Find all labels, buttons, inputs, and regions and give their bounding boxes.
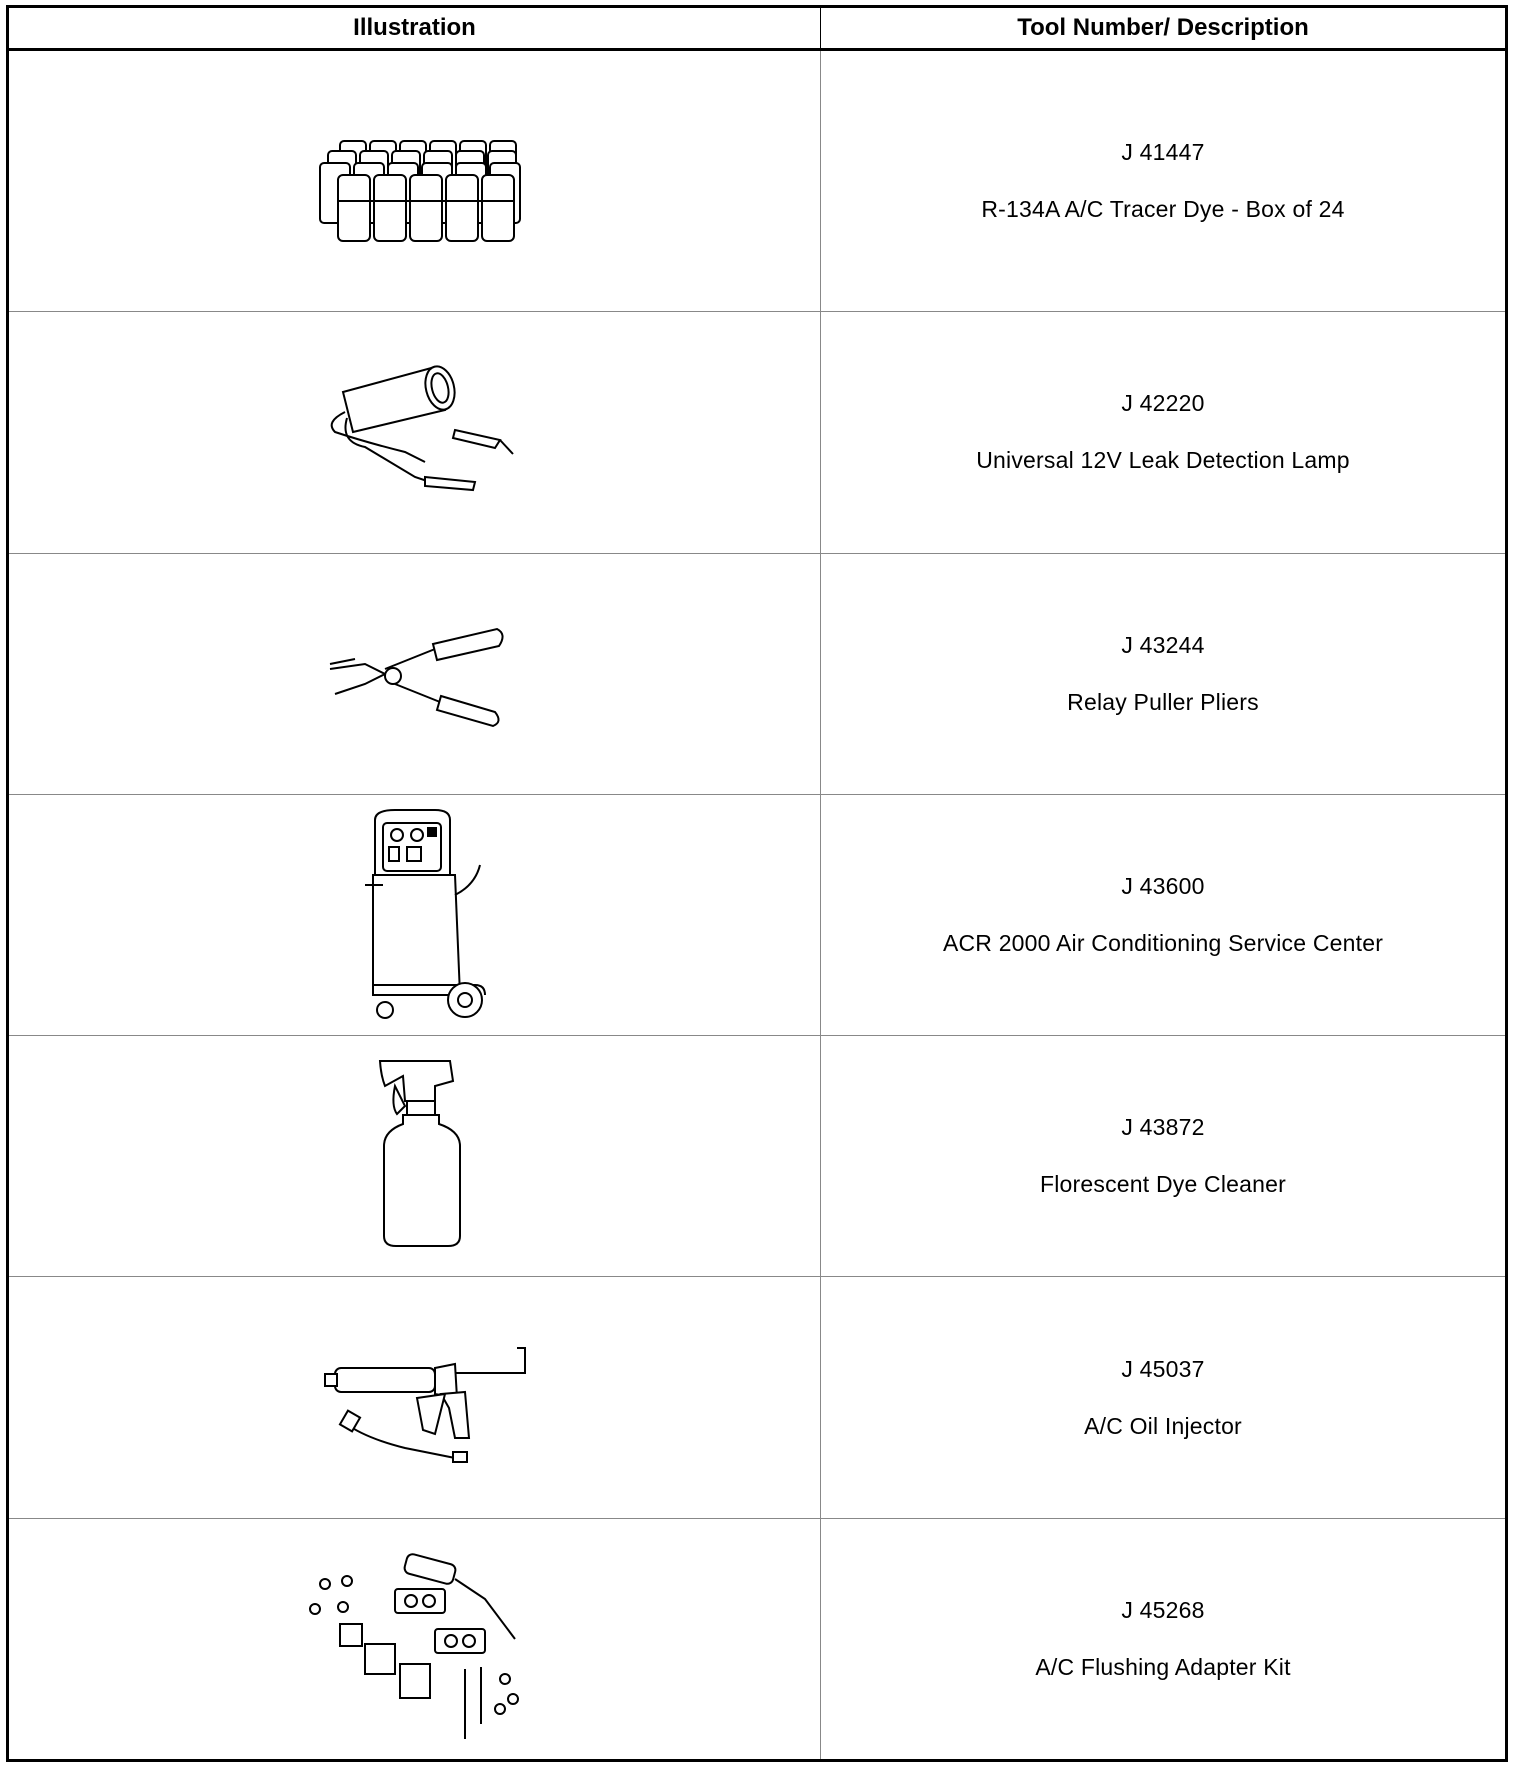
header-illustration: Illustration bbox=[8, 7, 821, 50]
tool-description: A/C Oil Injector bbox=[1084, 1412, 1242, 1439]
illustration-cell bbox=[8, 312, 821, 553]
tool-cell bbox=[821, 312, 1507, 553]
tool-description: Universal 12V Leak Detection Lamp bbox=[976, 447, 1350, 474]
tool-cell bbox=[821, 1036, 1507, 1277]
table-row bbox=[8, 1518, 1507, 1760]
tool-number: J 43244 bbox=[1121, 631, 1205, 658]
tool-cell bbox=[821, 553, 1507, 794]
header-tool-description: Tool Number/ Description bbox=[821, 7, 1507, 50]
tool-description: Relay Puller Pliers bbox=[1067, 688, 1259, 715]
ac-service-center-icon bbox=[285, 805, 545, 1025]
tool-cell bbox=[821, 50, 1507, 312]
illustration-cell bbox=[8, 1277, 821, 1518]
illustration-cell bbox=[8, 794, 821, 1035]
table-row bbox=[8, 312, 1507, 553]
tracer-dye-bottles-icon bbox=[285, 71, 545, 291]
illustration-cell bbox=[8, 553, 821, 794]
tool-cell bbox=[821, 1277, 1507, 1518]
tool-cell bbox=[821, 1518, 1507, 1760]
tool-description: ACR 2000 Air Conditioning Service Center bbox=[942, 930, 1384, 956]
flushing-adapter-kit-icon bbox=[285, 1529, 545, 1749]
illustration-cell bbox=[8, 50, 821, 312]
table-row bbox=[8, 553, 1507, 794]
tool-number: J 43872 bbox=[1121, 1114, 1205, 1141]
table-row bbox=[8, 794, 1507, 1035]
oil-injector-gun-icon bbox=[285, 1288, 545, 1508]
table-row bbox=[8, 50, 1507, 312]
illustration-cell bbox=[8, 1036, 821, 1277]
table-header-row bbox=[8, 7, 1507, 50]
tool-number: J 45268 bbox=[1121, 1596, 1205, 1623]
tool-description: A/C Flushing Adapter Kit bbox=[1035, 1653, 1291, 1680]
tool-table bbox=[6, 5, 1508, 1762]
leak-detection-lamp-icon bbox=[285, 322, 545, 542]
tool-number: J 45037 bbox=[1121, 1355, 1205, 1382]
table-row bbox=[8, 1036, 1507, 1277]
tool-number: J 42220 bbox=[1121, 390, 1205, 417]
illustration-cell bbox=[8, 1518, 821, 1760]
tool-number: J 41447 bbox=[1121, 139, 1205, 166]
tool-number: J 43600 bbox=[1121, 873, 1205, 899]
relay-puller-pliers-icon bbox=[285, 564, 545, 784]
spray-bottle-icon bbox=[285, 1046, 545, 1266]
tool-description: Florescent Dye Cleaner bbox=[1039, 1171, 1286, 1198]
tool-description: R-134A A/C Tracer Dye - Box of 24 bbox=[981, 196, 1345, 223]
table-row bbox=[8, 1277, 1507, 1518]
tool-cell bbox=[821, 794, 1507, 1035]
